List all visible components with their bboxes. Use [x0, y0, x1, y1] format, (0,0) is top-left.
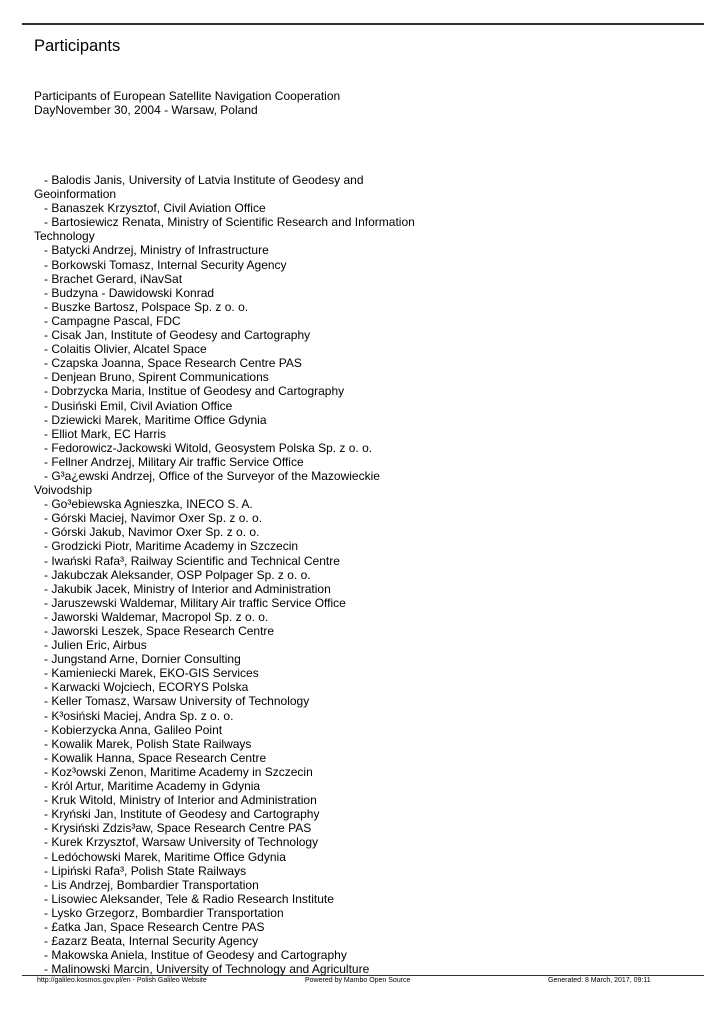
participant-item — [34, 624, 454, 638]
participant-entry: - Górski Jakub, Navimor Oxer Sp. z o. o. — [44, 525, 260, 540]
participant-item — [34, 793, 454, 807]
participant-item — [34, 723, 454, 737]
participant-entry: - Ledóchowski Marek, Maritime Office Gdynia — [44, 849, 286, 864]
participant-entry: - Jakubczak Aleksander, OSP Polpager Sp. z o. o. — [44, 567, 311, 582]
participant-entry: - Jaworski Waldemar, Macropol Sp. z o. o. — [44, 609, 269, 624]
footer-generated-date: Generated: 8 March, 2017, 09:11 — [548, 977, 651, 984]
participant-entry: - Jungstand Arne, Dornier Consulting — [44, 652, 241, 667]
participant-item — [34, 807, 454, 821]
participant-item — [34, 582, 454, 596]
participant-entry: - Jaworski Leszek, Space Research Centre — [44, 624, 275, 638]
subtitle-line-event: Participants of European Satellite Navigation Cooperation — [34, 89, 341, 103]
participant-entry: - Król Artur, Maritime Academy in Gdynia — [44, 779, 261, 794]
participant-item — [34, 751, 454, 765]
participant-item — [34, 638, 454, 652]
participant-entry: - Julien Eric, Airbus — [44, 638, 147, 653]
participant-item — [34, 934, 454, 948]
participant-item — [34, 243, 454, 257]
participant-list — [34, 173, 454, 976]
participant-entry: - Brachet Gerard, iNavSat — [44, 271, 183, 286]
participant-item — [34, 554, 454, 568]
subtitle-line-date: DayNovember 30, 2004 - Warsaw, Poland — [34, 103, 258, 117]
participant-entry: - Bartosiewicz Renata, Ministry of Scientific Research and Information — [44, 215, 415, 230]
participant-entry: - K³osiński Maciej, Andra Sp. z o. o. — [44, 708, 234, 723]
participant-item — [34, 709, 454, 723]
participant-entry: - Czapska Joanna, Space Research Centre PAS — [44, 356, 302, 371]
participant-item — [34, 173, 454, 201]
page-title: Participants — [34, 37, 121, 55]
participant-item — [34, 342, 454, 356]
participant-item — [34, 878, 454, 892]
participant-entry: - Kryński Jan, Institute of Geodesy and Cartography — [44, 807, 320, 822]
participant-entry-continued: Voivodship — [34, 483, 93, 498]
participant-entry: - Karwacki Wojciech, ECORYS Polska — [44, 680, 249, 695]
participant-entry: - Balodis Janis, University of Latvia Institute of Geodesy and — [44, 173, 364, 187]
participant-entry-continued: Geoinformation — [34, 187, 117, 202]
participant-entry: - Krysiński Zdzis³aw, Space Research Centre PAS — [44, 821, 312, 836]
participant-entry: - Batycki Andrzej, Ministry of Infrastructure — [44, 243, 269, 258]
participant-entry: - Koz³owski Zenon, Maritime Academy in Szczecin — [44, 764, 313, 779]
participant-entry: - Colaitis Olivier, Alcatel Space — [44, 342, 207, 357]
participant-item — [34, 215, 454, 243]
participant-entry: - Banaszek Krzysztof, Civil Aviation Office — [44, 201, 266, 216]
participant-item — [34, 539, 454, 553]
footer-divider — [22, 975, 704, 976]
participant-entry: - Lipiński Rafa³, Polish State Railways — [44, 863, 247, 878]
participant-item — [34, 892, 454, 906]
participant-entry: - Dusiński Emil, Civil Aviation Office — [44, 398, 233, 413]
participant-item — [34, 525, 454, 539]
participant-entry: - Go³ebiewska Agnieszka, INECO S. A. — [44, 497, 253, 512]
participant-item — [34, 441, 454, 455]
participant-item — [34, 850, 454, 864]
participant-entry: - Dziewicki Marek, Maritime Office Gdynia — [44, 412, 267, 427]
participant-item — [34, 680, 454, 694]
participant-entry: - £azarz Beata, Internal Security Agency — [44, 934, 259, 949]
participant-entry: - G³a¿ewski Andrzej, Office of the Surveyor of the Mazowieckie — [44, 468, 380, 483]
participant-item — [34, 399, 454, 413]
participant-entry: - Jakubik Jacek, Ministry of Interior and Administration — [44, 581, 331, 596]
participant-item — [34, 779, 454, 793]
participant-item — [34, 821, 454, 835]
participant-entry: - Elliot Mark, EC Harris — [44, 426, 167, 441]
participant-entry: - Lis Andrzej, Bombardier Transportation — [44, 877, 259, 892]
participant-item — [34, 568, 454, 582]
participant-entry: - Malinowski Marcin, University of Technology and Agriculture — [44, 962, 370, 977]
participant-item — [34, 469, 454, 497]
participant-item — [34, 666, 454, 680]
footer-powered-by: Powered by Mambo Open Source — [305, 977, 411, 984]
participant-item — [34, 511, 454, 525]
participant-item — [34, 201, 454, 215]
participant-entry: - Fedorowicz-Jackowski Witold, Geosystem Polska Sp. z o. o. — [44, 440, 373, 455]
participant-item — [34, 370, 454, 384]
page-subtitle — [34, 89, 340, 117]
participant-item — [34, 948, 454, 962]
participant-entry: - Górski Maciej, Navimor Oxer Sp. z o. o. — [44, 511, 263, 526]
participant-entry: - Buszke Bartosz, Polspace Sp. z o. o. — [44, 299, 249, 314]
participant-entry: - Fellner Andrzej, Military Air traffic Service Office — [44, 454, 304, 469]
participant-entry: - Cisak Jan, Institute of Geodesy and Cartography — [44, 328, 311, 343]
participant-entry: - Borkowski Tomasz, Internal Security Agency — [44, 257, 287, 272]
participant-entry: - Keller Tomasz, Warsaw University of Technology — [44, 694, 310, 709]
participant-entry: - Dobrzycka Maria, Institue of Geodesy and Cartography — [44, 384, 345, 399]
participant-entry: - Kruk Witold, Ministry of Interior and Administration — [44, 793, 317, 808]
participant-item — [34, 737, 454, 751]
participant-item — [34, 258, 454, 272]
participant-entry: - Jaruszewski Waldemar, Military Air traffic Service Office — [44, 595, 346, 610]
participant-item — [34, 596, 454, 610]
participant-item — [34, 864, 454, 878]
participant-item — [34, 497, 454, 511]
participant-item — [34, 694, 454, 708]
participant-entry: - Campagne Pascal, FDC — [44, 313, 181, 328]
participant-item — [34, 835, 454, 849]
participant-entry: - Denjean Bruno, Spirent Communications — [44, 370, 269, 385]
participant-item — [34, 272, 454, 286]
participant-entry-continued: Technology — [34, 229, 95, 244]
participant-item — [34, 384, 454, 398]
participant-item — [34, 765, 454, 779]
participant-entry: - Lysko Grzegorz, Bombardier Transportation — [44, 905, 284, 920]
participant-item — [34, 610, 454, 624]
participant-entry: - Kowalik Hanna, Space Research Centre — [44, 750, 267, 765]
participant-entry: - Kowalik Marek, Polish State Railways — [44, 736, 252, 751]
participant-item — [34, 356, 454, 370]
participant-item — [34, 455, 454, 469]
participant-item — [34, 906, 454, 920]
participant-item — [34, 314, 454, 328]
participant-item — [34, 328, 454, 342]
participant-item — [34, 920, 454, 934]
participant-entry: - Kobierzycka Anna, Galileo Point — [44, 722, 223, 737]
participant-item — [34, 652, 454, 666]
participant-entry: - Budzyna - Dawidowski Konrad — [44, 285, 215, 300]
participant-item — [34, 413, 454, 427]
participant-entry: - Lisowiec Aleksander, Tele & Radio Research Institute — [44, 891, 334, 906]
participant-entry: - Kurek Krzysztof, Warsaw University of Technology — [44, 835, 319, 850]
participant-item — [34, 300, 454, 314]
participant-item — [34, 427, 454, 441]
participant-entry: - £atka Jan, Space Research Centre PAS — [44, 919, 265, 934]
participant-entry: - Iwański Rafa³, Railway Scientific and Technical Centre — [44, 553, 340, 568]
header-divider — [22, 23, 704, 25]
participant-entry: - Kamieniecki Marek, EKO-GIS Services — [44, 666, 259, 681]
participant-entry: - Makowska Aniela, Institue of Geodesy and Cartography — [44, 948, 347, 963]
participant-entry: - Grodzicki Piotr, Maritime Academy in Szczecin — [44, 539, 299, 554]
footer-site-link[interactable]: http://galileo.kosmos.gov.pl/en - Polish Galileo Website — [37, 977, 207, 984]
participant-item — [34, 286, 454, 300]
